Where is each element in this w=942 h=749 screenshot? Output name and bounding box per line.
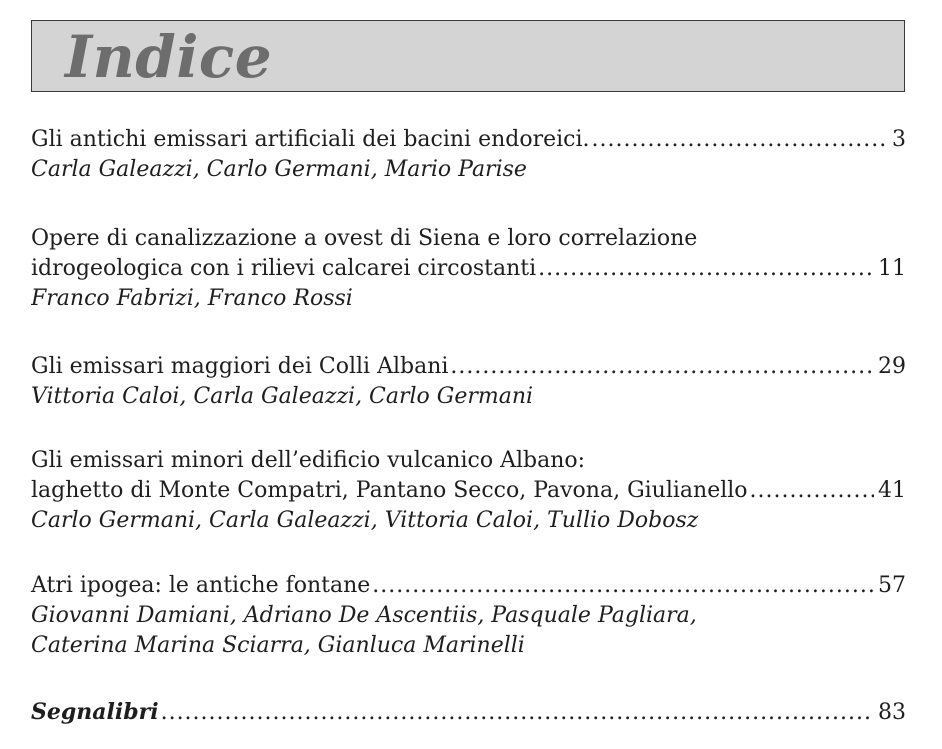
toc-entry-authors: Carla Galeazzi, Carlo Germani, Mario Parise [31,157,527,182]
dot-leader [592,125,888,155]
index-title-box [31,20,905,92]
toc-entry-authors: Vittoria Caloi, Carla Galeazzi, Carlo Germani [31,384,534,409]
toc-entry[interactable] [31,571,906,661]
toc-entry[interactable] [31,446,906,536]
toc-entry-title: Gli emissari minori dell’edificio vulcanico Albano: [31,448,586,473]
toc-entry-page: 11 [878,256,906,281]
page-title: Indice [65,23,273,91]
toc-entry[interactable] [31,125,906,185]
toc-entry-authors: Carlo Germani, Carla Galeazzi, Vittoria Caloi, Tullio Dobosz [31,508,699,533]
toc-entry-page: 3 [892,127,906,152]
dot-leader [750,476,874,506]
toc-entry-title-line [31,571,906,601]
toc-entry-title: Gli emissari maggiori dei Colli Albani [31,354,449,379]
toc-entry-page: 29 [878,354,906,379]
toc-entry[interactable] [31,697,906,727]
toc-entry-authors: Giovanni Damiani, Adriano De Ascentiis, Pasquale Pagliara, [31,603,697,628]
toc-entry-authors: Caterina Marina Sciarra, Gianluca Marinelli [31,633,525,658]
toc-entry-page: 83 [878,700,906,725]
toc-entry-page: 57 [878,573,906,598]
toc-entry-title: Gli antichi emissari artificiali dei bacini endoreici. [31,127,590,152]
toc-entry-title: Atri ipogea: le antiche fontane [31,573,371,598]
dot-leader [450,352,874,382]
toc-entry[interactable] [31,224,906,314]
dot-leader [538,254,874,284]
toc-entry-title-line [31,697,906,727]
toc-entry-title-line [31,125,906,155]
toc-entry-title-line [31,476,906,506]
dot-leader [161,698,874,728]
toc-entry-title: laghetto di Monte Compatri, Pantano Secco, Pavona, Giulianello [31,478,748,503]
toc-entry-title: Segnalibri [31,699,159,725]
toc-entry-title-line [31,352,906,382]
toc-entry-title: idrogeologica con i rilievi calcarei circostanti [31,256,537,281]
toc-entry[interactable] [31,352,906,412]
toc-entry-authors: Franco Fabrizi, Franco Rossi [31,286,353,311]
toc-entry-title-line [31,254,906,284]
toc-entry-title: Opere di canalizzazione a ovest di Siena e loro correlazione [31,226,698,251]
toc-entry-page: 41 [878,478,906,503]
dot-leader [372,571,874,601]
